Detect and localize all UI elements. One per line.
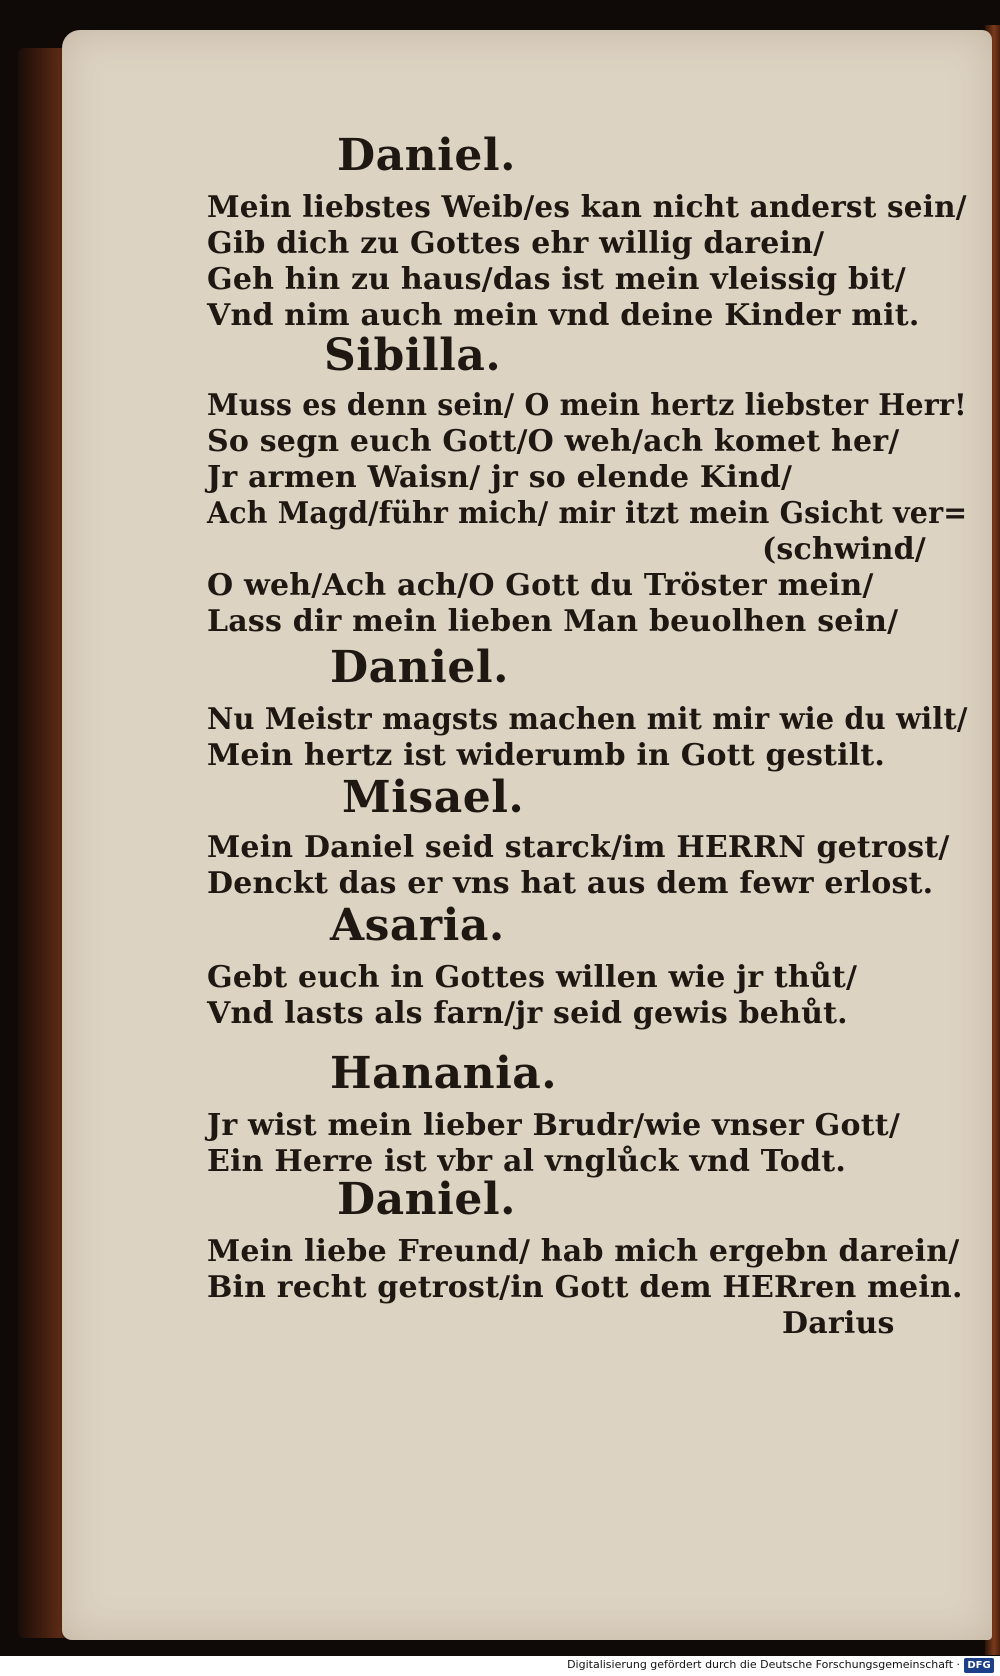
verse-line: Mein Daniel seid starck/im HERRN getrost/ [207,830,950,865]
speaker-heading: Daniel. [337,1174,516,1225]
page-text [62,30,992,1640]
verse-line: Gebt euch in Gottes willen wie jr thůt/ [207,960,858,995]
verse-line: Lass dir mein lieben Man beuolhen sein/ [207,604,899,639]
speaker-heading: Daniel. [337,130,516,181]
speaker-heading: Misael. [342,772,525,823]
verse-line: Muss es denn sein/ O mein hertz liebster Herr! [207,388,967,423]
verse-line: Nu Meistr magsts machen mit mir wie du wilt/ [207,702,968,737]
verse-line: Ein Herre ist vbr al vnglůck vnd Todt. [207,1144,846,1179]
verse-line: Mein liebstes Weib/es kan nicht anderst sein/ [207,190,967,225]
verse-line-runover: (schwind/ [762,532,926,567]
verse-line: Bin recht getrost/in Gott dem HERren mein. [207,1270,963,1305]
book-page [62,30,992,1640]
verse-line: Ach Magd/führ mich/ mir itzt mein Gsicht ver= [207,496,968,531]
verse-line: Mein hertz ist widerumb in Gott gestilt. [207,738,885,773]
catchword: Darius [782,1306,895,1341]
verse-line: Vnd lasts als farn/jr seid gewis behůt. [207,996,848,1031]
verse-line: Mein liebe Freund/ hab mich ergebn darein/ [207,1234,960,1269]
dfg-logo: DFG [964,1658,994,1673]
verse-line: Jr wist mein lieber Brudr/wie vnser Gott/ [207,1108,900,1143]
verse-line: Gib dich zu Gottes ehr willig darein/ [207,226,825,261]
verse-line: Jr armen Waisn/ jr so elende Kind/ [207,460,793,495]
digitization-footer [0,1656,1000,1676]
speaker-heading: Daniel. [330,642,509,693]
verse-line: Geh hin zu haus/das ist mein vleissig bit/ [207,262,906,297]
speaker-heading: Asaria. [330,900,505,951]
verse-line: So segn euch Gott/O weh/ach komet her/ [207,424,900,459]
funding-credit: Digitalisierung gefördert durch die Deutsche Forschungsgemeinschaft · [567,1658,960,1671]
verse-line: Denckt das er vns hat aus dem fewr erlost. [207,866,934,901]
verse-line: Vnd nim auch mein vnd deine Kinder mit. [207,298,920,333]
speaker-heading: Sibilla. [324,330,502,381]
verse-line: O weh/Ach ach/O Gott du Tröster mein/ [207,568,874,603]
speaker-heading: Hanania. [330,1048,558,1099]
